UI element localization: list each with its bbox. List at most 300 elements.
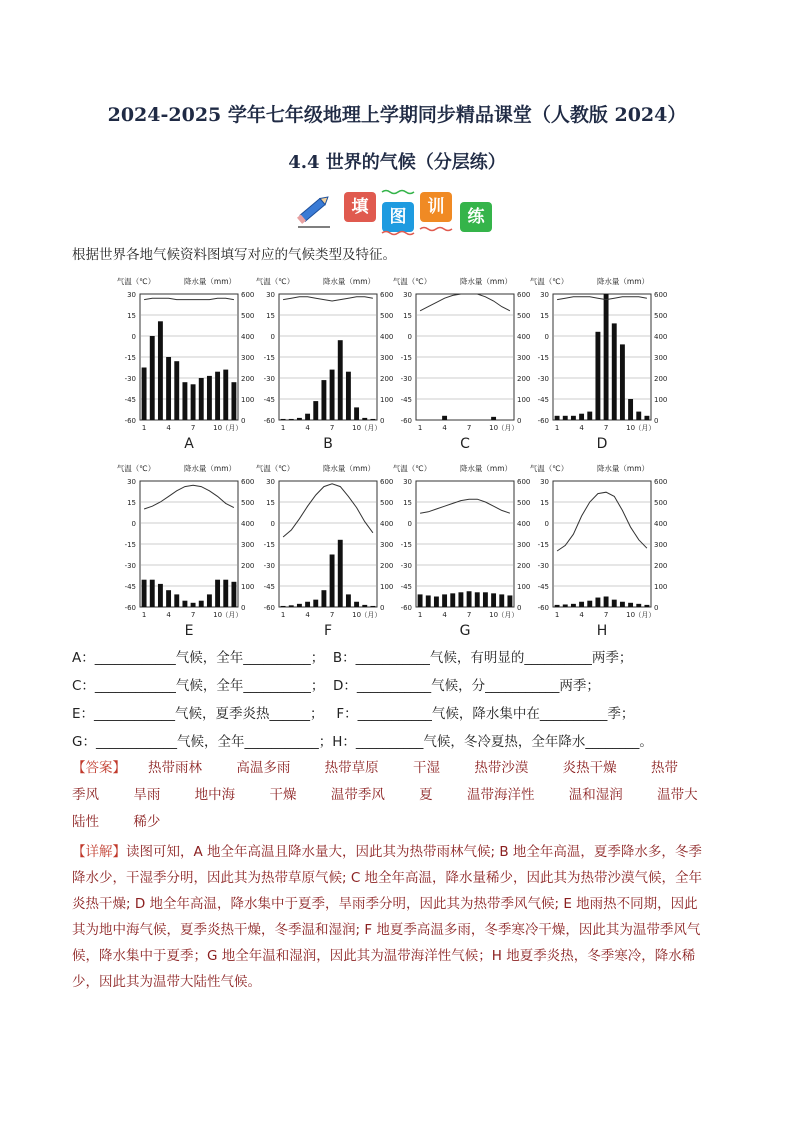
precip-bar <box>354 602 359 607</box>
precip-tick: 400 <box>241 333 255 341</box>
temp-tick: -45 <box>400 583 412 591</box>
detail-line: 少，因此其为温带大陆性气候。 <box>72 974 261 990</box>
precip-bar <box>297 604 302 607</box>
precip-tick: 500 <box>380 499 394 507</box>
temp-line <box>557 297 647 300</box>
precip-bar <box>579 414 584 420</box>
temp-axis-label: 气温（℃） <box>392 277 432 286</box>
temp-tick: -15 <box>537 541 549 549</box>
precip-tick: 100 <box>654 583 668 591</box>
precip-tick: 600 <box>241 291 255 299</box>
temp-tick: -60 <box>124 604 136 612</box>
wavy-decoration-2 <box>418 224 458 234</box>
month-tick: 4 <box>305 424 310 432</box>
precip-bar <box>207 376 212 420</box>
detail-text: 读图可知，A 地全年高温且降水量大，因此其为热带雨林气候; B 地全年高温，夏季降水多，冬季 <box>126 844 702 860</box>
precip-tick: 200 <box>380 375 394 383</box>
precip-tick: 500 <box>654 312 668 320</box>
month-unit: （月） <box>634 611 656 619</box>
climate-charts <box>100 270 680 640</box>
precip-axis-label: 降水量（mm） <box>459 277 513 286</box>
month-tick: 7 <box>603 611 609 619</box>
precip-bar <box>313 401 318 420</box>
precip-bar <box>231 582 236 607</box>
precip-tick: 500 <box>654 499 668 507</box>
precip-tick: 400 <box>654 520 668 528</box>
precip-bar <box>434 597 439 608</box>
month-tick: 1 <box>141 611 147 619</box>
precip-bar <box>579 602 584 607</box>
temp-tick: -30 <box>537 562 549 570</box>
precip-bar <box>330 370 335 420</box>
precip-tick: 300 <box>517 541 531 549</box>
precip-bar <box>491 593 496 607</box>
temp-line <box>283 297 373 301</box>
month-unit: （月） <box>497 611 519 619</box>
temp-tick: -30 <box>400 375 412 383</box>
answer-tag: 【答案】 <box>72 760 126 776</box>
precip-tick: 400 <box>380 520 394 528</box>
precip-bar <box>338 340 343 420</box>
precip-bar <box>313 600 318 607</box>
precip-bar <box>418 594 423 607</box>
precip-bar <box>628 603 633 607</box>
precip-bar <box>362 418 367 420</box>
temp-tick: -60 <box>400 417 412 425</box>
precip-bar <box>174 361 179 420</box>
precip-tick: 600 <box>517 291 531 299</box>
badge-row <box>296 188 506 236</box>
temp-tick: -30 <box>537 375 549 383</box>
precip-bar <box>158 584 163 607</box>
precip-bar <box>475 592 480 607</box>
temp-tick: 15 <box>266 499 275 507</box>
precip-bar <box>346 372 351 420</box>
chart-label: F <box>323 623 333 639</box>
precip-bar <box>612 600 617 607</box>
precip-axis-label: 降水量（mm） <box>596 277 650 286</box>
precip-bar <box>483 592 488 607</box>
precip-tick: 0 <box>380 417 385 425</box>
precip-bar <box>644 416 649 420</box>
temp-tick: 30 <box>266 291 275 299</box>
temp-tick: 0 <box>544 333 549 341</box>
question-line: C：____________气候，全年__________； D：___________气候，分___________两季； <box>72 678 600 694</box>
precip-bar <box>370 419 375 420</box>
answer-text: 热带雨林 高温多雨 热带草原 干湿 热带沙漠 炎热干燥 热带 <box>148 760 678 776</box>
temp-tick: -60 <box>263 604 275 612</box>
precip-tick: 300 <box>241 541 255 549</box>
precip-bar <box>636 604 641 607</box>
temp-tick: 30 <box>403 291 412 299</box>
precip-bar <box>321 590 326 607</box>
precip-tick: 200 <box>654 562 668 570</box>
precip-tick: 100 <box>517 583 531 591</box>
month-tick: 10 <box>489 424 499 432</box>
temp-tick: 15 <box>403 499 412 507</box>
detail-line: 候，降水集中于夏季；G 地全年温和湿润，因此其为温带海洋性气候；H 地夏季炎热，冬季寒冷，降水稀 <box>72 948 696 964</box>
precip-tick: 100 <box>654 396 668 404</box>
precip-axis-label: 降水量（mm） <box>183 277 237 286</box>
precip-bar <box>612 323 617 420</box>
precip-bar <box>507 595 512 607</box>
precip-bar <box>289 419 294 420</box>
precip-bar <box>467 591 472 607</box>
pencil-icon <box>296 190 332 230</box>
precip-bar <box>442 416 447 420</box>
month-unit: （月） <box>221 611 243 619</box>
precip-bar <box>595 598 600 607</box>
temp-axis-label: 气温（℃） <box>392 464 432 473</box>
precip-bar <box>346 594 351 607</box>
temp-axis-label: 气温（℃） <box>116 464 156 473</box>
precip-tick: 600 <box>380 478 394 486</box>
temp-line <box>144 485 234 509</box>
precip-tick: 500 <box>241 312 255 320</box>
detail-line <box>72 840 724 860</box>
precip-tick: 600 <box>654 478 668 486</box>
month-tick: 7 <box>466 424 472 432</box>
precip-tick: 0 <box>241 417 246 425</box>
precip-bar <box>223 580 228 607</box>
chart-label: E <box>184 623 194 639</box>
question-line: A：____________气候，全年__________； B：___________气候，有明显的__________两季； <box>72 650 633 666</box>
precip-bar <box>305 414 310 420</box>
precip-bar <box>207 594 212 607</box>
climate-chart-h <box>530 463 668 639</box>
temp-tick: -60 <box>537 604 549 612</box>
precip-bar <box>587 412 592 420</box>
precip-bar <box>223 370 228 420</box>
month-unit: （月） <box>497 424 519 432</box>
temp-tick: 30 <box>266 478 275 486</box>
precip-bar <box>499 594 504 607</box>
precip-tick: 100 <box>517 396 531 404</box>
temp-tick: -45 <box>537 396 549 404</box>
precip-bar <box>182 601 187 607</box>
precip-bar <box>182 382 187 420</box>
temp-axis-label: 气温（℃） <box>529 277 569 286</box>
temp-tick: 30 <box>127 291 136 299</box>
month-tick: 4 <box>442 611 447 619</box>
wavy-decoration <box>380 188 420 236</box>
temp-tick: 0 <box>270 333 275 341</box>
precip-bar <box>628 399 633 420</box>
temp-axis-label: 气温（℃） <box>116 277 156 286</box>
precip-bar <box>166 357 171 420</box>
temp-tick: -60 <box>263 417 275 425</box>
temp-tick: -45 <box>537 583 549 591</box>
chart-label: A <box>184 436 194 452</box>
page-subtitle: 4.4 世界的气候（分层练） <box>288 152 506 173</box>
precip-tick: 200 <box>241 562 255 570</box>
precip-tick: 400 <box>517 333 531 341</box>
temp-tick: -45 <box>124 396 136 404</box>
precip-bar <box>321 380 326 420</box>
precip-bar <box>142 368 147 421</box>
month-tick: 7 <box>466 611 472 619</box>
precip-bar <box>604 294 609 420</box>
temp-tick: -15 <box>124 354 136 362</box>
precip-axis-label: 降水量（mm） <box>596 464 650 473</box>
month-tick: 10 <box>213 611 223 619</box>
month-tick: 7 <box>603 424 609 432</box>
precip-tick: 600 <box>654 291 668 299</box>
precip-tick: 600 <box>380 291 394 299</box>
precip-axis-label: 降水量（mm） <box>183 464 237 473</box>
answer-line: 季风 旱雨 地中海 干燥 温带季风 夏 温带海洋性 温和湿润 温带大 <box>72 787 698 803</box>
temp-line <box>144 298 234 299</box>
precip-bar <box>595 332 600 420</box>
temp-tick: 0 <box>131 333 136 341</box>
temp-line <box>283 484 373 537</box>
precip-bar <box>458 592 463 607</box>
precip-tick: 500 <box>380 312 394 320</box>
precip-bar <box>199 378 204 420</box>
intro-text: 根据世界各地气候资料图填写对应的气候类型及特征。 <box>72 247 396 263</box>
precip-bar <box>571 416 576 420</box>
chart-label: D <box>596 436 608 452</box>
temp-tick: -15 <box>400 541 412 549</box>
precip-bar <box>174 594 179 607</box>
precip-bar <box>426 595 431 607</box>
detail-line: 其为地中海气候，夏季炎热干燥，冬季温和湿润; F 地夏季高温多雨，冬季寒冷干燥，因此其为温带季风气 <box>72 922 701 938</box>
temp-tick: 0 <box>270 520 275 528</box>
detail-line: 降水少，干湿季分明，因此其为热带草原气候; C 地全年高温，降水量稀少，因此其为热带沙漠气候，全年 <box>72 870 703 886</box>
precip-tick: 0 <box>517 417 522 425</box>
temp-tick: -30 <box>263 375 275 383</box>
precip-bar <box>644 605 649 607</box>
precip-bar <box>370 606 375 607</box>
precip-bar <box>281 606 286 607</box>
month-tick: 10 <box>213 424 223 432</box>
badge-practice: 练 <box>460 202 492 232</box>
temp-tick: -60 <box>400 604 412 612</box>
precip-tick: 0 <box>241 604 246 612</box>
precip-bar <box>491 417 496 420</box>
month-tick: 1 <box>280 611 286 619</box>
temp-line <box>420 499 510 513</box>
badge-train: 训 <box>420 192 452 222</box>
precip-bar <box>442 594 447 607</box>
climate-chart-f <box>256 463 394 639</box>
month-tick: 1 <box>554 424 560 432</box>
precip-bar <box>215 372 220 420</box>
temp-tick: 30 <box>540 291 549 299</box>
temp-tick: -45 <box>400 396 412 404</box>
detail-line: 炎热干燥; D 地全年高温，降水集中于夏季，旱雨季分明，因此其为热带季风气候; E 地雨热不同期，因此 <box>72 896 698 912</box>
question-line: G：____________气候，全年___________；H：__________气候，冬冷夏热，全年降水________。 <box>72 734 653 750</box>
precip-bar <box>199 601 204 607</box>
temp-axis-label: 气温（℃） <box>255 464 295 473</box>
chart-label: H <box>596 623 608 639</box>
month-tick: 7 <box>329 424 335 432</box>
temp-tick: -60 <box>537 417 549 425</box>
chart-label: G <box>459 623 471 639</box>
precip-bar <box>191 384 196 420</box>
climate-chart-a <box>117 276 255 452</box>
month-tick: 4 <box>579 424 584 432</box>
precip-bar <box>150 580 155 607</box>
temp-tick: 15 <box>127 312 136 320</box>
precip-tick: 300 <box>380 541 394 549</box>
temp-tick: -15 <box>537 354 549 362</box>
month-tick: 10 <box>626 424 636 432</box>
precip-tick: 500 <box>241 499 255 507</box>
temp-tick: 0 <box>131 520 136 528</box>
climate-chart-c <box>393 276 531 452</box>
badge-fill: 填 <box>344 192 376 222</box>
climate-chart-d <box>530 276 668 452</box>
precip-axis-label: 降水量（mm） <box>322 277 376 286</box>
month-unit: （月） <box>221 424 243 432</box>
month-tick: 4 <box>166 611 171 619</box>
precip-tick: 100 <box>380 396 394 404</box>
month-unit: （月） <box>634 424 656 432</box>
precip-bar <box>636 412 641 420</box>
precip-tick: 600 <box>517 478 531 486</box>
precip-bar <box>338 540 343 607</box>
chart-label: C <box>460 436 470 452</box>
precip-bar <box>587 601 592 607</box>
climate-chart-g <box>393 463 531 639</box>
month-tick: 7 <box>190 424 196 432</box>
temp-tick: -30 <box>400 562 412 570</box>
precip-tick: 200 <box>241 375 255 383</box>
temp-tick: -30 <box>124 562 136 570</box>
month-tick: 1 <box>141 424 147 432</box>
precip-tick: 0 <box>654 604 659 612</box>
detail-tag: 【详解】 <box>72 844 126 860</box>
temp-tick: 30 <box>540 478 549 486</box>
month-tick: 7 <box>190 611 196 619</box>
temp-tick: -60 <box>124 417 136 425</box>
temp-tick: -15 <box>124 541 136 549</box>
precip-bar <box>620 344 625 420</box>
temp-axis-label: 气温（℃） <box>529 464 569 473</box>
temp-tick: 15 <box>540 499 549 507</box>
precip-tick: 100 <box>241 583 255 591</box>
temp-tick: 0 <box>407 520 412 528</box>
answer-line: 陆性 稀少 <box>72 814 161 830</box>
precip-bar <box>297 418 302 420</box>
temp-tick: -45 <box>263 396 275 404</box>
month-unit: （月） <box>360 424 382 432</box>
temp-tick: -15 <box>400 354 412 362</box>
month-tick: 10 <box>489 611 499 619</box>
question-line: E：____________气候，夏季炎热______； F：___________气候，降水集中在__________季； <box>72 706 635 722</box>
precip-tick: 0 <box>517 604 522 612</box>
temp-tick: 15 <box>540 312 549 320</box>
precip-bar <box>191 603 196 607</box>
temp-tick: -30 <box>263 562 275 570</box>
month-tick: 4 <box>442 424 447 432</box>
precip-bar <box>150 336 155 420</box>
precip-bar <box>281 419 286 420</box>
precip-tick: 300 <box>517 354 531 362</box>
precip-tick: 200 <box>654 375 668 383</box>
temp-tick: 30 <box>403 478 412 486</box>
precip-tick: 200 <box>517 562 531 570</box>
precip-tick: 600 <box>241 478 255 486</box>
precip-tick: 200 <box>380 562 394 570</box>
temp-tick: -15 <box>263 541 275 549</box>
temp-tick: -45 <box>124 583 136 591</box>
temp-tick: 0 <box>407 333 412 341</box>
month-tick: 4 <box>166 424 171 432</box>
precip-tick: 0 <box>654 417 659 425</box>
precip-tick: 300 <box>654 541 668 549</box>
precip-bar <box>555 605 560 607</box>
month-tick: 10 <box>352 424 362 432</box>
precip-bar <box>563 604 568 607</box>
month-tick: 1 <box>554 611 560 619</box>
precip-bar <box>305 602 310 607</box>
temp-tick: 15 <box>266 312 275 320</box>
precip-bar <box>215 580 220 607</box>
month-tick: 4 <box>305 611 310 619</box>
precip-tick: 300 <box>380 354 394 362</box>
precip-bar <box>571 604 576 607</box>
month-tick: 1 <box>280 424 286 432</box>
precip-bar <box>555 416 560 420</box>
precip-bar <box>289 605 294 607</box>
temp-tick: 15 <box>127 499 136 507</box>
precip-tick: 500 <box>517 312 531 320</box>
temp-tick: -45 <box>263 583 275 591</box>
precip-bar <box>563 416 568 420</box>
precip-tick: 500 <box>517 499 531 507</box>
chart-label: B <box>323 436 333 452</box>
precip-tick: 300 <box>654 354 668 362</box>
temp-tick: -15 <box>263 354 275 362</box>
precip-tick: 100 <box>241 396 255 404</box>
month-tick: 7 <box>329 611 335 619</box>
page-title: 2024-2025 学年七年级地理上学期同步精品课堂（人教版 2024） <box>107 104 687 126</box>
precip-axis-label: 降水量（mm） <box>322 464 376 473</box>
precip-bar <box>362 605 367 607</box>
precip-bar <box>166 590 171 607</box>
precip-bar <box>450 593 455 607</box>
precip-tick: 400 <box>241 520 255 528</box>
temp-axis-label: 气温（℃） <box>255 277 295 286</box>
precip-axis-label: 降水量（mm） <box>459 464 513 473</box>
precip-bar <box>158 321 163 420</box>
month-tick: 1 <box>417 611 423 619</box>
climate-chart-b <box>256 276 394 452</box>
badge-map: 图 <box>382 202 414 232</box>
precip-tick: 400 <box>380 333 394 341</box>
precip-bar <box>604 597 609 608</box>
precip-bar <box>142 580 147 607</box>
month-tick: 10 <box>626 611 636 619</box>
month-tick: 1 <box>417 424 423 432</box>
precip-tick: 400 <box>517 520 531 528</box>
precip-bar <box>354 407 359 420</box>
temp-tick: 15 <box>403 312 412 320</box>
month-tick: 4 <box>579 611 584 619</box>
temp-tick: 30 <box>127 478 136 486</box>
precip-tick: 100 <box>380 583 394 591</box>
precip-bar <box>330 555 335 608</box>
temp-tick: -30 <box>124 375 136 383</box>
month-tick: 10 <box>352 611 362 619</box>
month-unit: （月） <box>360 611 382 619</box>
precip-tick: 300 <box>241 354 255 362</box>
temp-line <box>557 492 647 551</box>
precip-tick: 400 <box>654 333 668 341</box>
precip-tick: 200 <box>517 375 531 383</box>
